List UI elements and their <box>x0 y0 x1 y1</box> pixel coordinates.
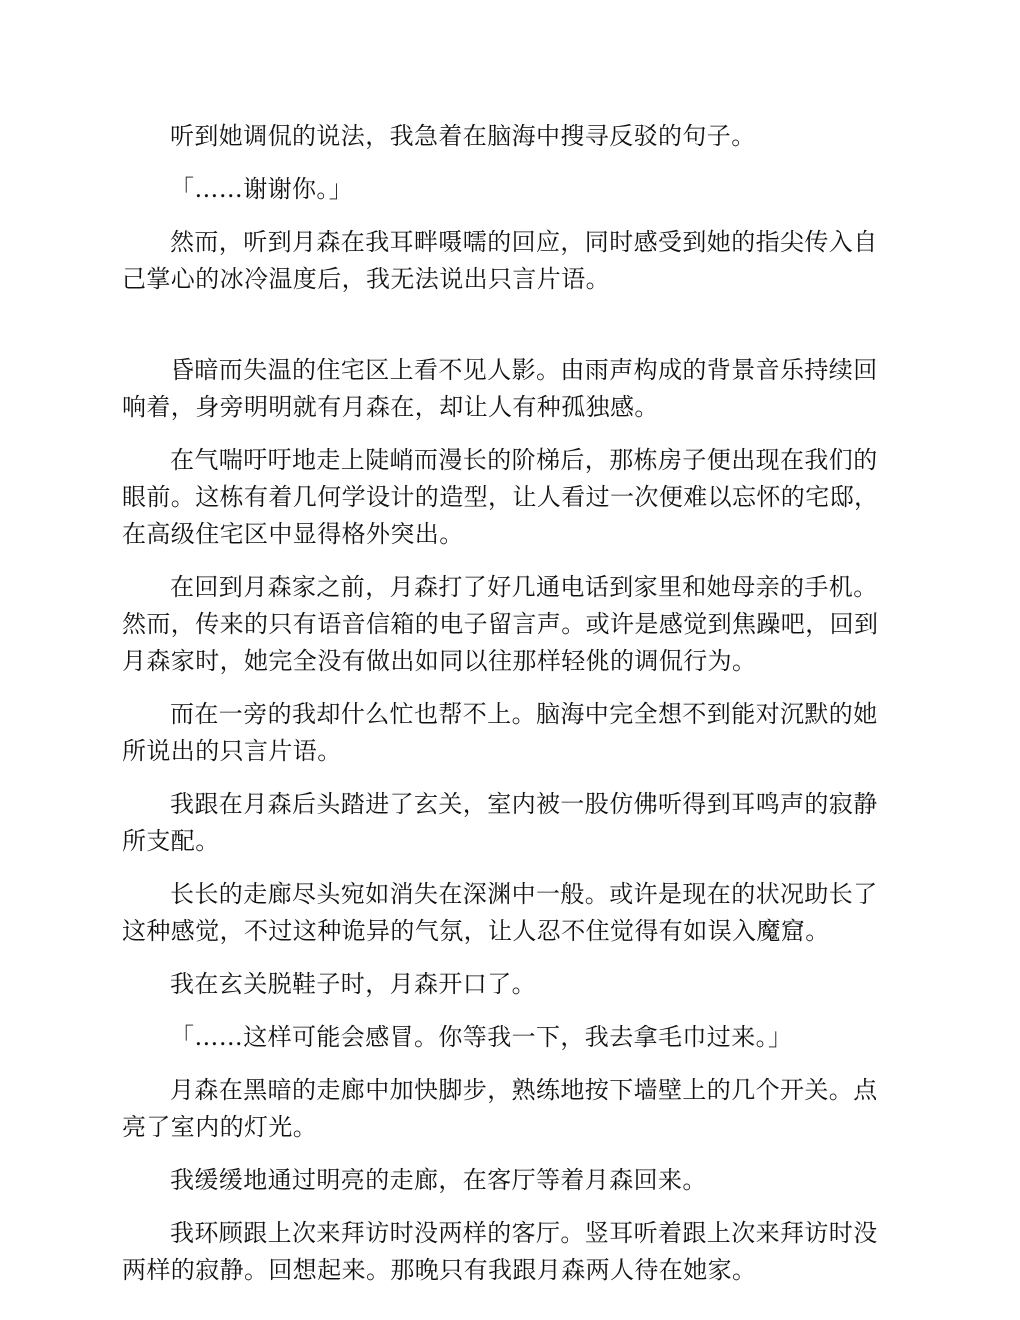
paragraph: 我在玄关脱鞋子时，月森开口了。 <box>170 970 536 998</box>
paragraph: 我环顾跟上次来拜访时没两样的客厅。竖耳听着跟上次来拜访时没两样的寂静。回想起来。那晚只有我跟月森两人待在她家。 <box>122 1219 878 1284</box>
paragraph: 我缓缓地通过明亮的走廊，在客厅等着月森回来。 <box>170 1166 707 1194</box>
paragraph: 在回到月森家之前，月森打了好几通电话到家里和她母亲的手机。然而，传来的只有语音信箱的电子留言声。或许是感觉到焦躁吧，回到月森家时，她完全没有做出如同以往那样轻佻的调侃行为。 <box>122 573 879 675</box>
dialogue-paragraph: 「……谢谢你。」 <box>170 175 354 203</box>
paragraph: 听到她调侃的说法，我急着在脑海中搜寻反驳的句子。 <box>170 122 756 150</box>
paragraph: 我跟在月森后头踏进了玄关，室内被一股仿佛听得到耳鸣声的寂静所支配。 <box>122 790 878 855</box>
paragraph: 昏暗而失温的住宅区上看不见人影。由雨声构成的背景音乐持续回响着，身旁明明就有月森在，却让人有种孤独感。 <box>122 356 878 421</box>
dialogue-paragraph: 「……这样可能会感冒。你等我一下，我去拿毛巾过来。」 <box>170 1023 793 1051</box>
scene-break <box>122 314 898 352</box>
paragraph: 而在一旁的我却什么忙也帮不上。脑海中完全想不到能对沉默的她所说出的只言片语。 <box>122 700 878 765</box>
paragraph: 在气喘吁吁地走上陡峭而漫长的阶梯后，那栋房子便出现在我们的眼前。这栋有着几何学设计的造型，让人看过一次便难以忘怀的宅邸，在高级住宅区中显得格外突出。 <box>122 446 879 548</box>
document-page <box>122 118 898 1305</box>
paragraph: 月森在黑暗的走廊中加快脚步，熟练地按下墙壁上的几个开关。点亮了室内的灯光。 <box>122 1076 878 1141</box>
paragraph: 然而，听到月森在我耳畔嗫嚅的回应，同时感受到她的指尖传入自己掌心的冰冷温度后，我无法说出只言片语。 <box>122 228 878 293</box>
paragraph: 长长的走廊尽头宛如消失在深渊中一般。或许是现在的状况助长了这种感觉，不过这种诡异的气氛，让人忍不住觉得有如误入魔窟。 <box>122 880 878 945</box>
